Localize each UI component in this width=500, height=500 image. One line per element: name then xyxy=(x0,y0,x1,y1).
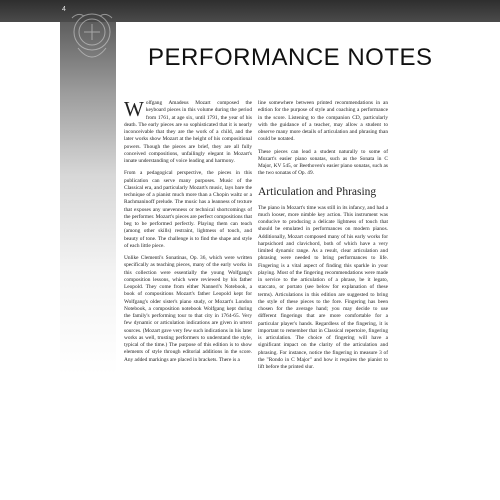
decorative-sidebar xyxy=(60,0,116,500)
crest-emblem-icon xyxy=(64,8,120,68)
paragraph: line somewhere between printed recommendations in an edition for the purpose of style and coaching a performance in the score. Listening to the companion CD, particularly with the guidance of a teacher, may allow a student to observe many more details of articulation and phrasing than could be notated. xyxy=(258,100,388,143)
paragraph: Unlike Clementi's Sonatinas, Op. 36, which were written specifically as teaching pieces, many of the early works in this collection were essentially the young Wolfgang's composition lessons, which were reviewed by his father Leopold. They come from either Nannerl's Notebook, a book of compositions Mozart's father Leopold kept for Wolfgang's older sister's piano study, or Mozart's London Notebook, a composition notebook Wolfgang kept during the family's performing tour to that city in 1764-65. Very few dynamic or articulation indications are given in urtext sources. (Mozart gave very few such indications in his later works as well, trusting performers to understand the style, typical of the time.) The purpose of this edition is to show elements of style through editorial additions in the score. Any added markings are placed in brackets. There is a xyxy=(124,255,252,363)
right-column xyxy=(258,100,388,376)
paragraph: These pieces can lead a student naturally to some of Mozart's easier piano sonatas, such as the Sonata in C Major, KV 545, or Beethoven's easier piano sonatas, such as the two sonatas of Op. 49. xyxy=(258,148,388,177)
section-heading: Articulation and Phrasing xyxy=(258,185,377,198)
drop-cap: W xyxy=(124,97,144,121)
page-number: 4 xyxy=(62,6,66,13)
paragraph: The piano in Mozart's time was still in its infancy, and had a much looser, more nimble key action. This instrument was conducive to producing a delicate lightness of touch that should be emulated in performances on modern pianos. Additionally, Mozart composed many of his early works for harpsichord and clavichord, both of which have a very limited dynamic range. As a result, clear articulation and phrasing were needed to bring performances to life. Fingering is a vital aspect of finding this sparkle in your playing. Most of the fingering recommendations were made in service to the articulation of a phrase, be it legato, staccato, or portato (see below for explanation of these terms). Articulations in this edition are suggested to bring the style of these pieces to the fore. Fingering has been chosen for the average hand; you may decide to use different fingerings that are more comfortable for a particular player's hands. Regardless of the fingering, it is important to remember that in Classical repertoire, fingering is articulation. The choice of fingering will have a significant impact on the clarity of the articulation and phrasing. For instance, notice the fingering in measure 3 of the "Rondo in C Major" and how it requires the pianist to lift before the printed slur. xyxy=(258,204,388,370)
page-title: PERFORMANCE NOTES xyxy=(148,44,433,71)
paragraph: From a pedagogical perspective, the pieces in this publication can serve many purposes. Music of the Classical era, and particularly Mozart's music, lays bare the technique of a pianist much more than a Chopin waltz or a Rachmaninoff prelude. The music has a leanness of texture that exposes any unevenness or technical shortcomings of the performer. Mozart's pieces are perfect compositions that beg to be performed perfectly. Playing them can teach (among other skills) restraint, lightness of touch, and beauty of tone. The challenge is to find the shape and style of each little piece. xyxy=(124,170,252,249)
paragraph: Wolfgang Amadeus Mozart composed the keyboard pieces in this volume during the period from 1761, at age six, until 1791, the year of his death. The early pieces are so sophisticated that it is nearly inconceivable that they are the work of a child, and the later works show Mozart at the height of his compositional powers. Though the pieces are brief, they are all fully conceived compositions, unfailingly elegant in Mozart's innate understanding of voice leading and harmony. xyxy=(124,97,252,164)
left-column xyxy=(124,97,252,369)
